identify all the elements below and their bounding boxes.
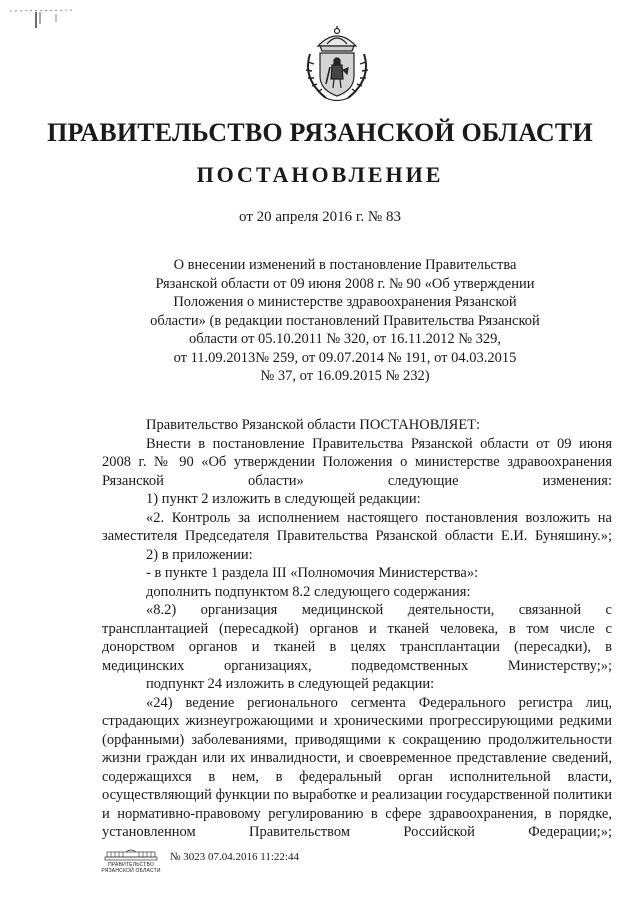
subject-line: № 37, от 16.09.2015 № 232) — [260, 368, 430, 384]
item-1-heading: 1) пункт 2 изложить в следующей редакции: — [146, 491, 421, 507]
item-2-addition: дополнить подпунктом 8.2 следующего содержания: — [146, 583, 471, 600]
stamp-caption: ПРАВИТЕЛЬСТВО РЯЗАНСКОЙ ОБЛАСТИ — [101, 862, 161, 874]
intro-paragraph: Внести в постановление Правительства Рязанской области от 09 июня 2008 г. № 90 «Об утверждении Положения о министерстве здравоохранения Рязанской области» следующие изменения: — [102, 435, 612, 489]
building-icon — [104, 849, 158, 861]
corner-scan-mark — [6, 2, 78, 32]
subparagraph-8-2: «8.2) организация медицинской деятельности, связанной с трансплантацией (пересадкой) органов и тканей человека, в том числе с донорством органов и тканей в целях трансплантации (пересадки), в медицинских организациях, подведомственных Министерству;»; — [102, 602, 612, 674]
subject-line: от 11.09.2013№ 259, от 09.07.2014 № 191, от 04.03.2015 — [173, 349, 517, 366]
subject-line: Положения о министерстве здравоохранения Рязанской — [173, 294, 517, 310]
subject-line: области» (в редакции постановлений Правительства Рязанской — [150, 312, 540, 329]
registration-footer — [100, 846, 360, 872]
coat-of-arms-emblem — [296, 24, 378, 106]
item-2-heading: 2) в приложении: — [146, 546, 253, 563]
document-type: ПОСТАНОВЛЕНИЕ — [196, 162, 444, 187]
subject-line: Рязанской области от 09 июня 2008 г. № 90 «Об утверждении — [155, 275, 535, 292]
registration-number: № 3023 07.04.2016 11:22:44 — [170, 851, 299, 863]
document-subject — [130, 256, 560, 386]
item-2-replace: подпункт 24 изложить в следующей редакции: — [146, 676, 435, 692]
registration-stamp — [100, 849, 162, 874]
subparagraph-24: «24) ведение регионального сегмента Федерального регистра лиц, страдающих жизнеугрожающими и хроническими прогрессирующими редкими (орфанными) заболеваниями, приводящими к сокращению продолжительности жизни граждан или их инвалидности, и своевременное представление сведений, содержащихся в нем, в федеральный орган исполнительной власти, осуществляющий функции по выработке и реализации государственной политики и нормативно-правовому регулированию в сфере здравоохранения, в порядке, установленном Правительством Российской Федерации;»; — [102, 694, 612, 840]
document-date-number: от 20 апреля 2016 г. № 83 — [239, 209, 401, 225]
subject-line: О внесении изменений в постановление Правительства — [173, 257, 517, 273]
item-2-section: - в пункте 1 раздела III «Полномочия Министерства»: — [146, 565, 479, 581]
document-body — [102, 416, 612, 842]
government-title: ПРАВИТЕЛЬСТВО РЯЗАНСКОЙ ОБЛАСТИ — [47, 118, 593, 147]
subject-line: области от 05.10.2011 № 320, от 16.11.2012 № 329, — [188, 331, 502, 347]
item-1-text: «2. Контроль за исполнением настоящего постановления возложить на заместителя Председателя Правительства Рязанской области Е.И. Буняшину.»; — [102, 509, 612, 544]
resolves-paragraph: Правительство Рязанской области ПОСТАНОВЛЯЕТ: — [146, 417, 481, 433]
